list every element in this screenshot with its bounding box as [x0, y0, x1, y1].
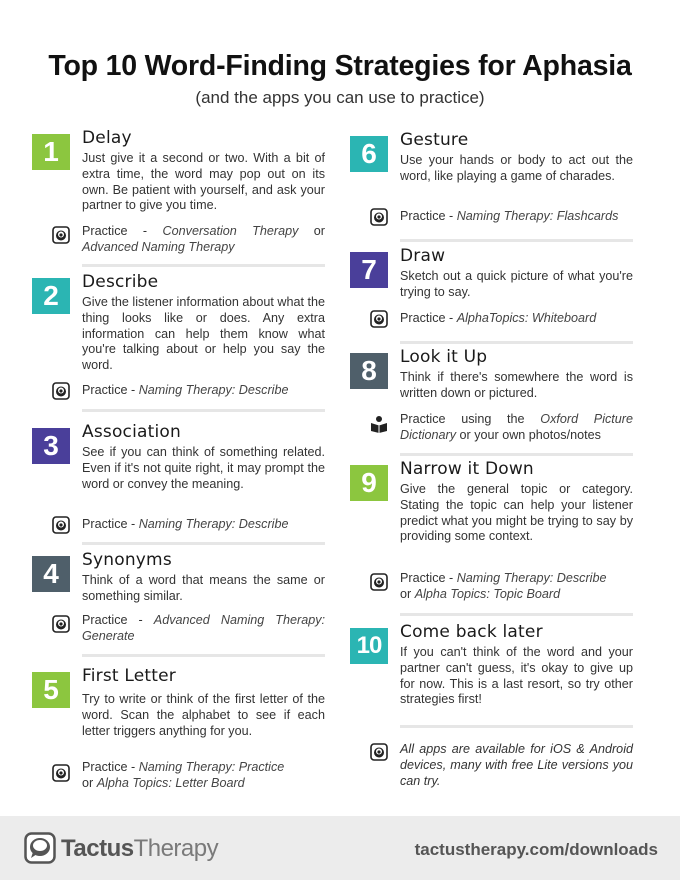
strategy-number-badge: 3: [32, 428, 70, 464]
strategy-title: Synonyms: [82, 550, 172, 570]
strategy-description: Just give it a second or two. With a bit of extra time, the word may pop out on its own. Be patient with yourself, and ask your partner to give you time.: [82, 151, 325, 213]
strategy-practice: Practice - Naming Therapy: Practice or Alpha Topics: Letter Board: [82, 760, 285, 790]
strategy-practice: Practice - Conversation Therapy or Advanced Naming Therapy: [82, 224, 325, 254]
strategy-description: Think of a word that means the same or something similar.: [82, 573, 325, 603]
strategy-practice: Practice - Advanced Naming Therapy: Generate: [82, 613, 326, 643]
strategy-title: Association: [82, 422, 181, 442]
app-icon: [370, 743, 388, 761]
strategy-title: Describe: [82, 272, 159, 292]
strategy-practice: Practice - Naming Therapy: Flashcards: [400, 209, 619, 223]
app-icon: [52, 615, 70, 633]
divider: [82, 409, 325, 412]
strategy-practice: Practice - Naming Therapy: Describe: [82, 517, 289, 531]
divider: [400, 239, 633, 242]
downloads-link[interactable]: tactustherapy.com/downloads: [414, 840, 658, 859]
strategy-title: Look it Up: [400, 347, 488, 367]
divider: [82, 264, 325, 267]
strategy-number-badge: 9: [350, 465, 388, 501]
strategy-practice: Practice using the Oxford Picture Dictionary or your own photos/notes: [400, 412, 633, 442]
strategy-title: Come back later: [400, 622, 543, 642]
strategy-description: Sketch out a quick picture of what you're trying to say.: [400, 269, 633, 299]
strategy-description: If you can't think of the word and your partner can't guess, it's okay to give up for now. This is a last resort, so try other strategies first!: [400, 645, 633, 707]
strategy-description: Try to write or think of the first letter of the word. Scan the alphabet to see if each letter triggers anything for you.: [82, 692, 325, 738]
strategy-number-badge: 2: [32, 278, 70, 314]
note-text: All apps are available for iOS & Android devices, many with free Lite versions you can try.: [400, 742, 633, 788]
divider: [400, 725, 633, 728]
app-icon: [370, 208, 388, 226]
strategy-title: Delay: [82, 128, 132, 148]
strategy-title: Narrow it Down: [400, 459, 534, 479]
tactus-logo-icon: [24, 832, 56, 864]
strategy-number-badge: 1: [32, 134, 70, 170]
strategy-title: First Letter: [82, 666, 176, 686]
strategy-description: Think if there's somewhere the word is written down or pictured.: [400, 370, 633, 400]
strategy-description: Give the general topic or category. Stating the topic can help your listener predict what you might be trying to say by providing some context.: [400, 482, 633, 544]
app-icon: [370, 573, 388, 591]
strategy-number-badge: 8: [350, 353, 388, 389]
book-reader-icon: [370, 415, 388, 433]
app-icon: [52, 226, 70, 244]
strategy-practice: Practice - Naming Therapy: Describe or Alpha Topics: Topic Board: [400, 571, 607, 601]
page-title: Top 10 Word-Finding Strategies for Aphasia: [48, 50, 632, 82]
strategy-title: Draw: [400, 246, 446, 266]
strategy-number-badge: 7: [350, 252, 388, 288]
strategy-description: Use your hands or body to act out the word, like playing a game of charades.: [400, 153, 633, 183]
strategy-title: Gesture: [400, 130, 469, 150]
strategy-practice: Practice - Naming Therapy: Describe: [82, 383, 289, 397]
strategy-practice: Practice - AlphaTopics: Whiteboard: [400, 311, 597, 325]
app-icon: [52, 764, 70, 782]
tactus-logo[interactable]: TactusTherapy: [61, 835, 219, 862]
strategy-number-badge: 4: [32, 556, 70, 592]
divider: [400, 453, 633, 456]
divider: [82, 542, 325, 545]
strategy-description: See if you can think of something related. Even if it's not quite right, it may prompt the word or convey the meaning.: [82, 445, 325, 491]
footer: [0, 816, 680, 880]
strategy-number-badge: 6: [350, 136, 388, 172]
strategy-number-badge: 5: [32, 672, 70, 708]
app-icon: [52, 516, 70, 534]
page-subtitle: (and the apps you can use to practice): [195, 88, 485, 107]
app-icon: [52, 382, 70, 400]
strategy-description: Give the listener information about what the thing looks like or does. Any extra information can help them know what you're talking about or help you say the word.: [82, 295, 325, 373]
app-icon: [370, 310, 388, 328]
strategy-number-badge: 10: [350, 628, 388, 664]
divider: [400, 341, 633, 344]
divider: [400, 613, 633, 616]
divider: [82, 654, 325, 657]
